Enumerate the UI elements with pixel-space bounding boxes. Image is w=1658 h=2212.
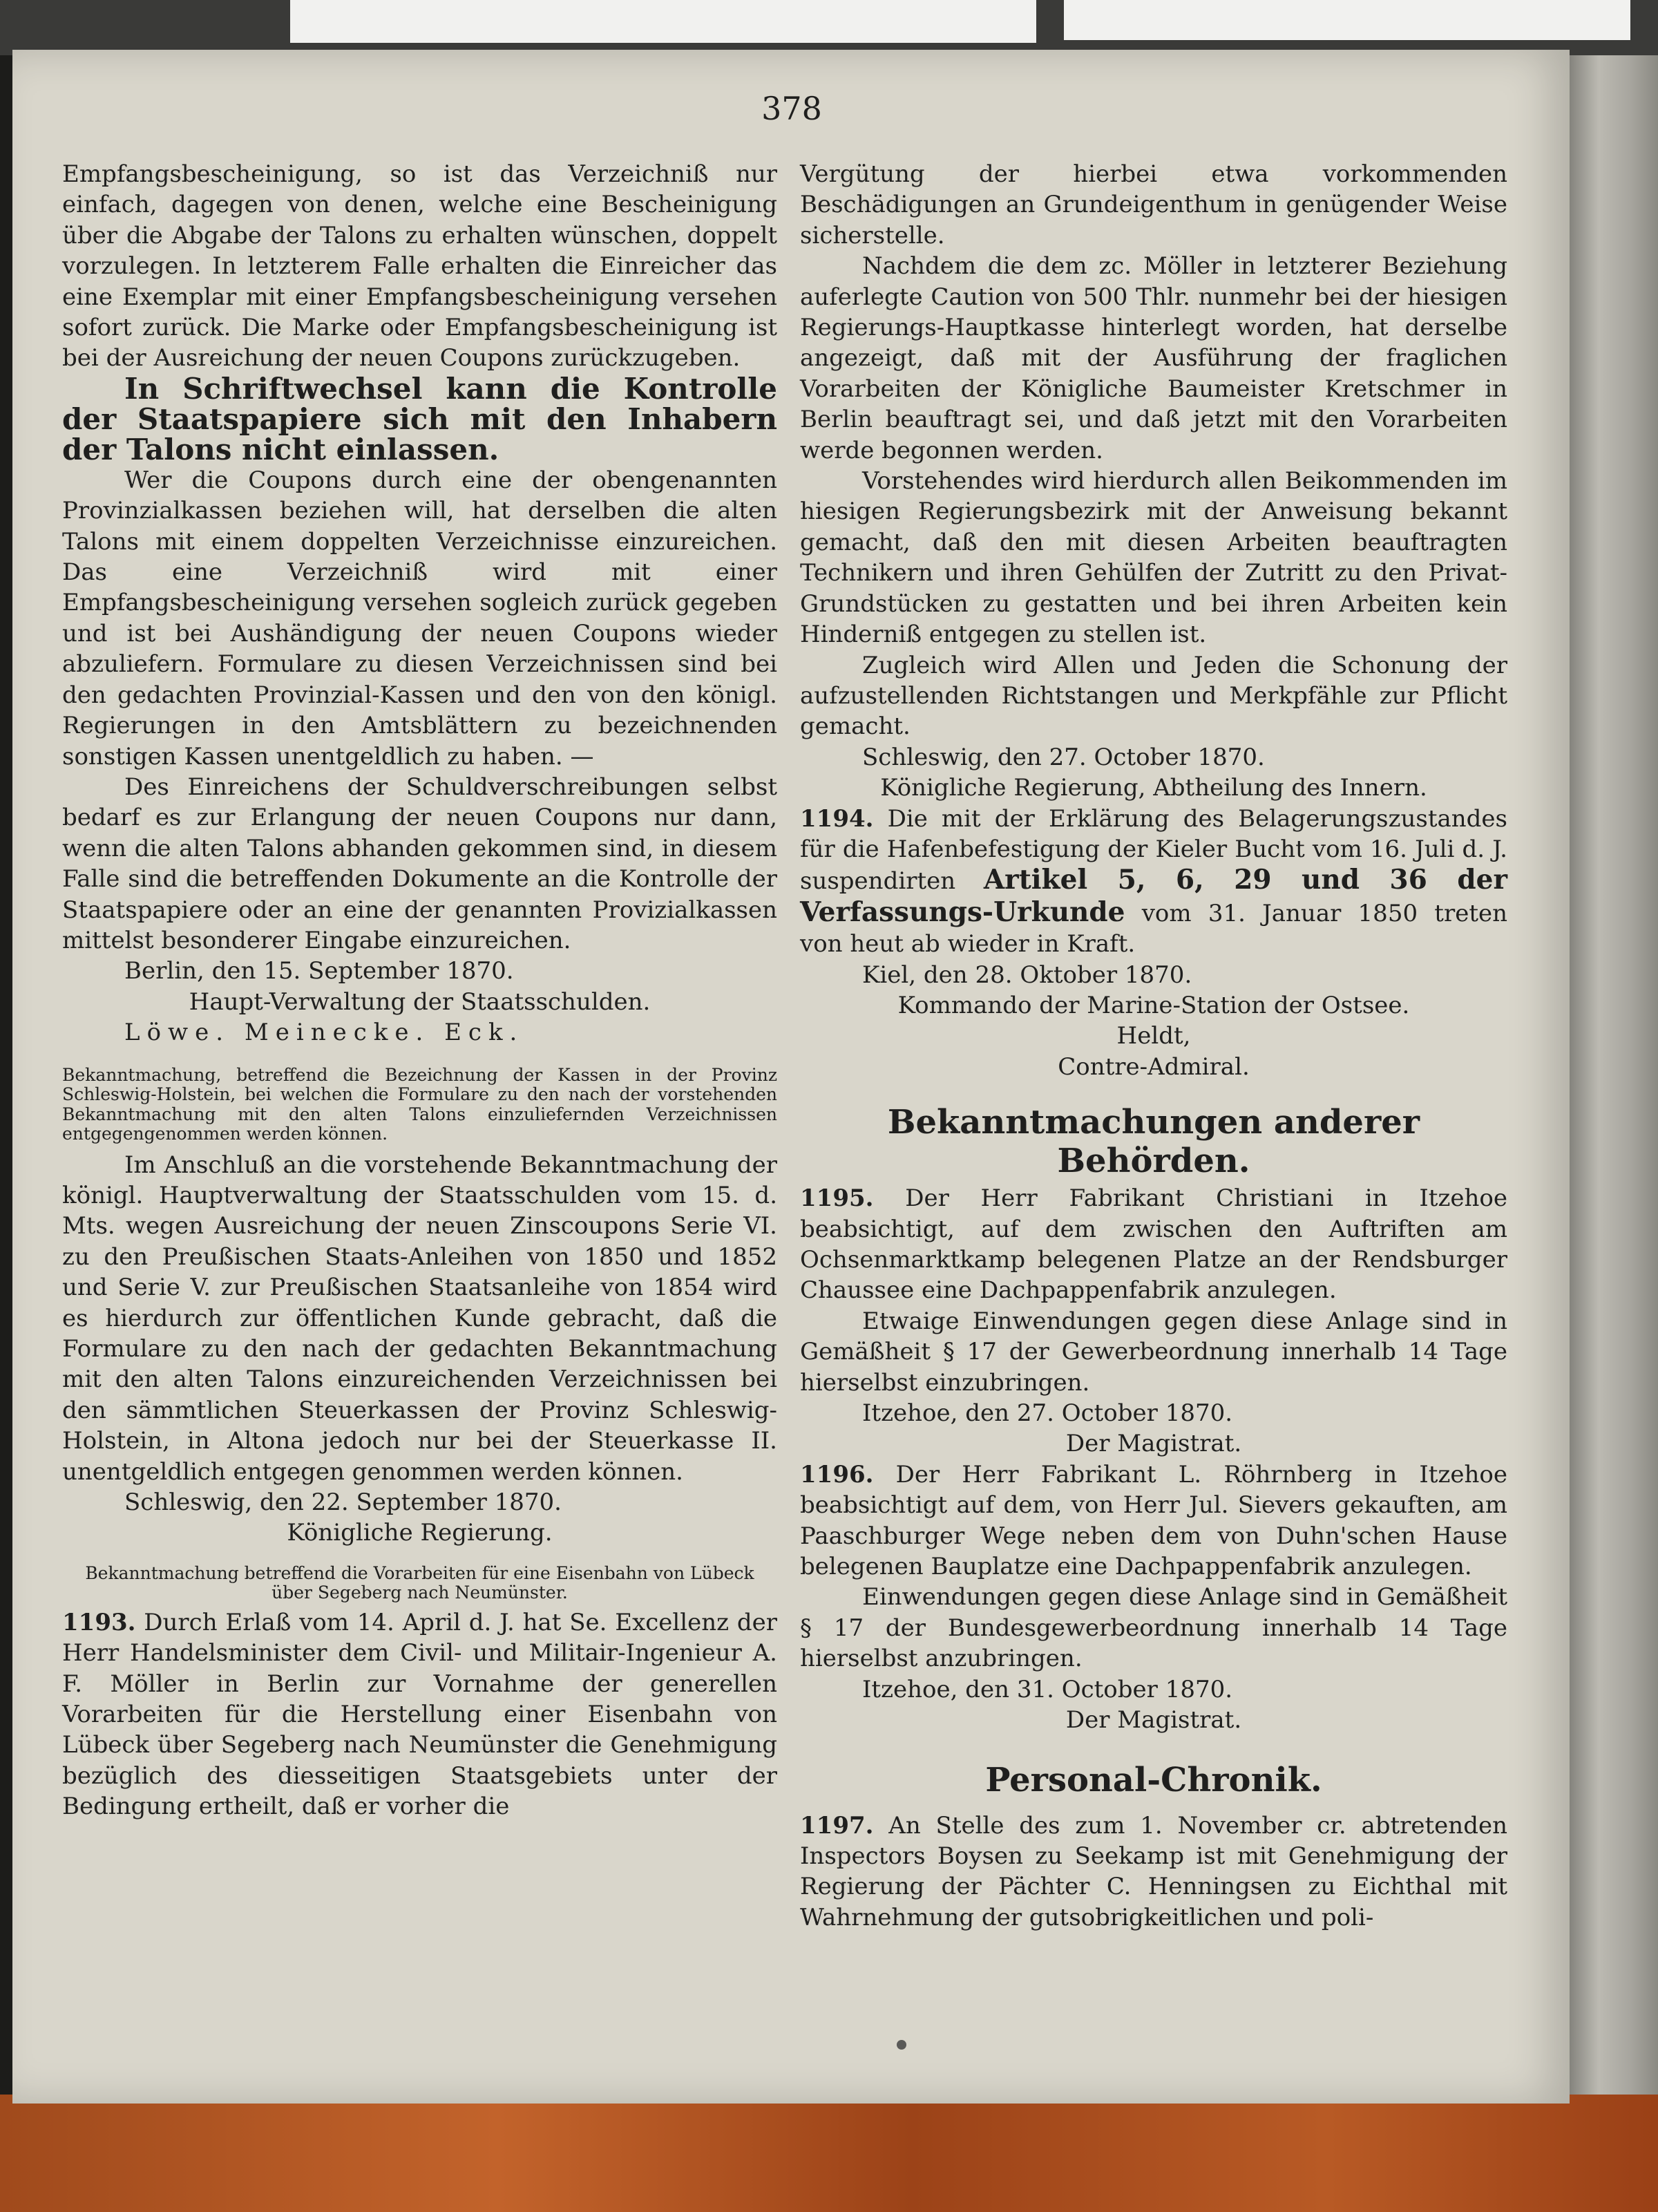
paragraph: Des Einreichens der Schuldverschreibungen selbst bedarf es zur Erlangung der neuen Coupons nur dann, wenn die alten Talons abhanden gekommen sind, in diesem Falle sind die betreffenden Dokumente an die Kontrolle der Staatspapiere oder an eine der genannten Provizialkassen mittelst besonderer Eingabe einzureichen.	[62, 773, 777, 954]
wooden-table-background	[0, 2095, 1658, 2212]
paragraph: Empfangsbescheinigung, so ist das Verzeichniß nur einfach, dagegen von denen, welche eine Bescheinigung über die Abgabe der Talons zu erhalten wünschen, doppelt vorzulegen. In letzterem Falle erhalten die Einreicher das eine Exemplar mit einer Empfangsbescheinigung versehen sofort zurück. Die Marke oder Empfangsbescheinigung ist bei der Ausreichung der neuen Coupons zurückzugeben.	[62, 160, 777, 372]
scan-white-strip	[1064, 0, 1630, 40]
announcement-summary: Bekanntmachung betreffend die Vorarbeiten für eine Eisenbahn von Lübeck über Segeberg nach Neumünster.	[85, 1562, 754, 1603]
next-page-edge	[1567, 55, 1658, 2101]
entry-text: Der Herr Fabrikant Christiani in Itzehoe beabsichtigt, auf dem zwischen den Auftriften am Ochsenmarktkamp belegenen Platze an der Rendsburger Chaussee eine Dachpappenfabrik anzulegen.	[800, 1184, 1507, 1305]
numbered-entry	[800, 1459, 1507, 1582]
right-column	[800, 159, 1507, 1933]
paragraph: Im Anschluß an die vorstehende Bekanntmachung der königl. Hauptverwaltung der Staatsschulden vom 15. d. Mts. wegen Ausreichung der neuen Zinscoupons Serie VI. zu den Preußischen Staats-Anleihen von 1850 und 1852 und Serie V. zur Preußischen Staatsanleihe von 1854 wird es hierdurch zur öffentlichen Kunde gebracht, daß die Formulare zu den nach der gedachten Bekanntmachung mit den alten Talons einzureichenden Verzeichnissen bei den sämmtlichen Steuerkassen der Provinz Schleswig-Holstein, in Altona jedoch nur bei der Steuerkasse II. unentgeldlich entgegen genommen werden können.	[62, 1151, 777, 1486]
paragraph: Einwendungen gegen diese Anlage sind in Gemäßheit § 17 der Bundesgewerbeordnung innerhalb 14 Tage hierselbst anzubringen.	[800, 1583, 1507, 1673]
ink-speck	[897, 2040, 906, 2050]
scan-top-border	[0, 0, 1658, 55]
entry-number: 1196.	[800, 1460, 874, 1488]
authority: Königliche Regierung.	[287, 1519, 553, 1547]
document-page	[12, 50, 1570, 2104]
entry-text: Durch Erlaß vom 14. April d. J. hat Se. Excellenz der Herr Handelsminister dem Civil- und Militair-Ingenieur A. F. Möller in Berlin zur Vornahme der generellen Vorarbeiten für die Herstellung einer Eisenbahn von Lübeck über Segeberg nach Neumünster die Genehmigung bezüglich des diesseitigen Staatsgebiets unter der Bedingung ertheilt, daß er vorher die	[62, 1608, 777, 1821]
entry-number: 1193.	[62, 1608, 136, 1636]
left-column	[62, 159, 777, 1822]
place-date: Schleswig, den 27. October 1870.	[862, 743, 1265, 771]
entry-text: Die mit der Erklärung des Belagerungszustandes für die Hafenbefestigung der Kieler Bucht vom 16. Juli d. J. suspendirten	[800, 804, 1508, 896]
entry-number: 1195.	[800, 1184, 874, 1213]
scan-left-shadow	[0, 55, 14, 2101]
numbered-entry	[800, 1183, 1507, 1306]
entry-text: vom 31. Januar 1850 treten von heut ab wieder in Kraft.	[800, 899, 1508, 958]
authority: Kommando der Marine-Station der Ostsee.	[897, 991, 1410, 1019]
place-date: Schleswig, den 22. September 1870.	[124, 1488, 562, 1517]
signature: Heldt,	[1116, 1022, 1191, 1050]
place-date: Kiel, den 28. Oktober 1870.	[862, 961, 1192, 989]
announcement-summary: Bekanntmachung, betreffend die Bezeichnung der Kassen in der Provinz Schleswig-Holstein, bei welchen die Formulare zu den nach der vorstehenden Bekanntmachung mit den alten Talons einzuliefernden Verzeichnissen entgegengenommen werden können.	[62, 1064, 777, 1144]
page-number: 378	[761, 90, 822, 127]
paragraph: Etwaige Einwendungen gegen diese Anlage sind in Gemäßheit § 17 der Gewerbeordnung innerhalb 14 Tage hierselbst einzubringen.	[800, 1307, 1507, 1397]
signatures: Löwe. Meinecke. Eck.	[124, 1019, 524, 1047]
place-date: Itzehoe, den 31. October 1870.	[862, 1675, 1233, 1703]
entry-number: 1194.	[800, 804, 874, 833]
entry-number: 1197.	[800, 1811, 874, 1840]
paragraph: Vergütung der hierbei etwa vorkommenden Beschädigungen an Grundeigenthum in genügender Weise sicherstelle.	[800, 160, 1507, 249]
paragraph: Vorstehendes wird hierdurch allen Beikommenden im hiesigen Regierungsbezirk mit der Anweisung bekannt gemacht, daß den mit diesen Arbeiten beauftragten Technikern und ihren Gehülfen der Zutritt zu den Privat-Grundstücken zu gestatten und bei ihren Arbeiten kein Hinderniß entgegen zu stellen ist.	[800, 467, 1507, 649]
authority: Der Magistrat.	[1065, 1430, 1242, 1458]
place-date: Itzehoe, den 27. October 1870.	[862, 1399, 1233, 1428]
authority: Königliche Regierung, Abtheilung des Innern.	[880, 774, 1427, 802]
place-date: Berlin, den 15. September 1870.	[124, 957, 514, 985]
entry-text: An Stelle des zum 1. November cr. abtretenden Inspectors Boysen zu Seekamp ist mit Genehmigung der Regierung der Pächter C. Henningsen zu Eichthal mit Wahrnehmung der gutsobrigkeitlichen und poli-	[800, 1811, 1507, 1931]
entry-text: Der Herr Fabrikant L. Röhrnberg in Itzehoe beabsichtigt auf dem, von Herr Jul. Sievers gekauften, am Paaschburger Wege neben dem von Duhn'schen Hause belegenen Bauplatze eine Dachpappenfabrik anzulegen.	[800, 1460, 1507, 1581]
numbered-entry	[800, 1811, 1507, 1934]
scan-white-strip	[290, 0, 1036, 43]
signature-title: Contre-Admiral.	[1058, 1052, 1250, 1081]
section-heading: Personal-Chronik.	[985, 1760, 1322, 1799]
paragraph: Wer die Coupons durch eine der obengenannten Provinzialkassen beziehen will, hat derselben die alten Talons mit einem doppelten Verzeichnisse einzureichen. Das eine Verzeichniß wird mit einer Empfangsbescheinigung versehen sogleich zurück gegeben und ist bei Aushändigung der neuen Coupons wieder abzuliefern. Formulare zu diesen Verzeichnissen sind bei den gedachten Provinzial-Kassen und den von den königl. Regierungen in den Amtsblättern zu bezeichnenden sonstigen Kassen unentgeldlich zu haben. —	[62, 466, 777, 771]
bold-notice: In Schriftwechsel kann die Kontrolle der Staatspapiere sich mit den Inhabern der Talons nicht einlassen.	[62, 371, 777, 466]
authority: Der Magistrat.	[1065, 1706, 1242, 1734]
bold-text: Artikel 5, 6, 29 und 36 der Verfassungs-Urkunde	[800, 864, 1507, 928]
numbered-entry	[62, 1607, 777, 1822]
paragraph: Zugleich wird Allen und Jeden die Schonung der aufzustellenden Richtstangen und Merkpfähle zur Pflicht gemacht.	[800, 651, 1507, 741]
section-heading: Bekanntmachungen anderer Behörden.	[887, 1103, 1420, 1181]
paragraph: Nachdem die dem zc. Möller in letzterer Beziehung auferlegte Caution von 500 Thlr. nunmehr bei der hiesigen Regierungs-Hauptkasse hinterlegt worden, hat derselbe angezeigt, daß mit der Ausführung der fraglichen Vorarbeiten der Königliche Baumeister Kretschmer in Berlin beauftragt sei, und daß jetzt mit den Vorarbeiten werde begonnen werden.	[800, 252, 1507, 464]
authority: Haupt-Verwaltung der Staatsschulden.	[189, 987, 651, 1016]
numbered-entry	[800, 804, 1507, 960]
